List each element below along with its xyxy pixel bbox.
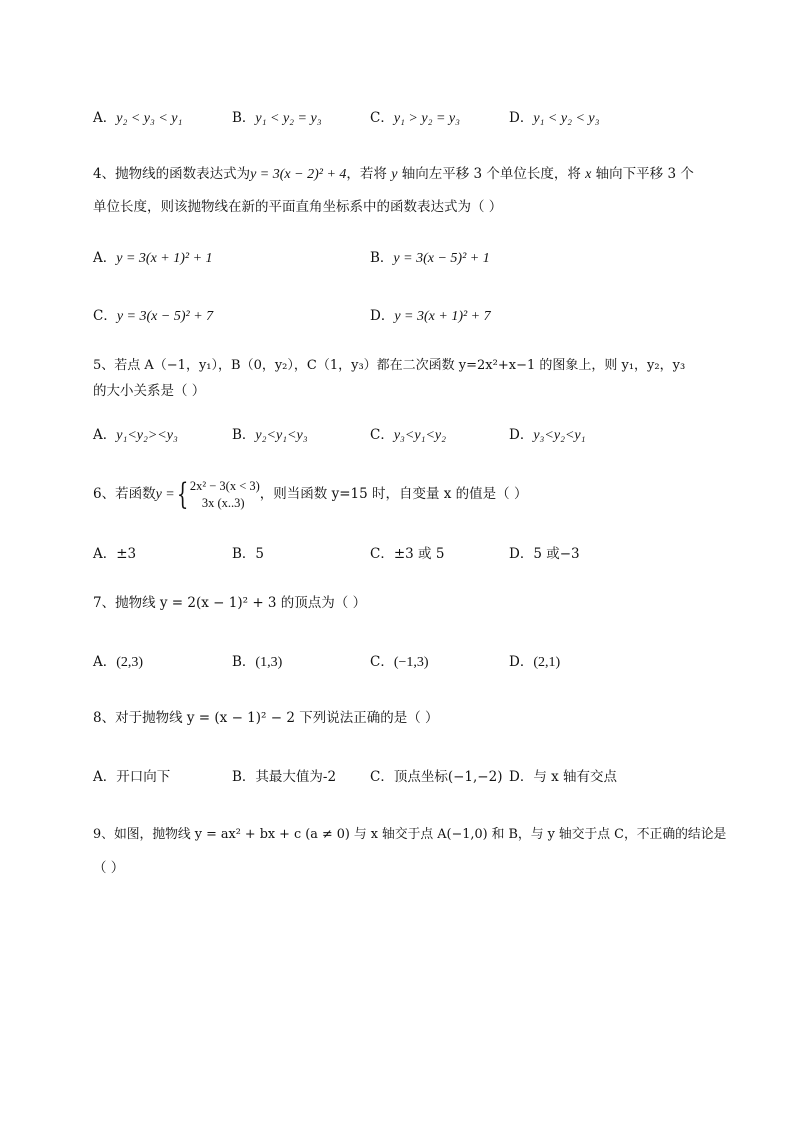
- q3-option-c: C．y₁ > y₂ = y₃: [370, 110, 460, 126]
- piecewise-case-1: 2x² − 3(x < 3): [189, 479, 260, 493]
- q6-question: 6、若函数y ={ 2x² − 3(x < 3) 3x (x..3) ，则当函数 y=15 时，自变量 x 的值是（ ）: [93, 474, 527, 515]
- q4-option-c: C．y = 3(x − 5)² + 7: [93, 308, 214, 324]
- q4-option-d: D．y = 3(x + 1)² + 7: [370, 308, 491, 324]
- q5-question-line2: 的大小关系是（ ）: [93, 383, 206, 399]
- q6-option-a: A．±3: [93, 546, 137, 562]
- q9-question-line2: （ ）: [93, 860, 125, 876]
- q8-option-b: B．其最大值为-2: [232, 769, 337, 785]
- q7-question: 7、抛物线 y = 2(x − 1)² + 3 的顶点为（ ）: [93, 595, 367, 611]
- q5-option-b: B．y₂<y₁<y₃: [232, 427, 308, 443]
- q5-option-d: D．y₃<y₂<y₁: [509, 427, 586, 443]
- q7-option-d: D．(2,1): [509, 654, 561, 670]
- q9-question-line1: 9、如图，抛物线 y = ax² + bx + c (a ≠ 0) 与 x 轴交于点 A(−1,0) 和 B，与 y 轴交于点 C，不正确的结论是: [93, 827, 727, 842]
- q4-option-a: A．y = 3(x + 1)² + 1: [93, 250, 213, 266]
- piecewise-function: { 2x² − 3(x < 3) 3x (x..3): [176, 477, 260, 512]
- q3-option-a: A．y₂ < y₃ < y₁: [93, 110, 183, 126]
- q4-question-line2: 单位长度，则该抛物线在新的平面直角坐标系中的函数表达式为（ ）: [93, 199, 503, 215]
- q3-option-b: B．y₁ < y₂ = y₃: [232, 110, 322, 126]
- q7-option-b: B．(1,3): [232, 654, 283, 670]
- q7-option-c: C．(−1,3): [370, 654, 429, 670]
- q5-option-a: A．y₁<y₂><y₃: [93, 427, 178, 443]
- q6-option-c: C．±3 或 5: [370, 546, 445, 562]
- q7-option-a: A．(2,3): [93, 654, 144, 670]
- q4-question-line1: 4、抛物线的函数表达式为y = 3(x − 2)² + 4，若将 y 轴向左平移 3 个单位长度，将 x 轴向下平移 3 个: [93, 166, 694, 182]
- q6-option-d: D．5 或−3: [509, 546, 580, 562]
- q8-option-d: D．与 x 轴有交点: [509, 769, 618, 785]
- q5-option-c: C．y₃<y₁<y₂: [370, 427, 446, 443]
- q8-question: 8、对于抛物线 y = (x − 1)² − 2 下列说法正确的是（ ）: [93, 710, 439, 726]
- q5-question-line1: 5、若点 A（−1，y₁），B（0，y₂），C（1，y₃）都在二次函数 y=2x²+x−1 的图象上，则 y₁，y₂，y₃: [93, 358, 686, 373]
- q6-option-b: B．5: [232, 546, 265, 562]
- piecewise-case-2: 3x (x..3): [201, 496, 245, 510]
- q4-option-b: B．y = 3(x − 5)² + 1: [370, 250, 490, 266]
- q3-option-d: D．y₁ < y₂ < y₃: [509, 110, 600, 126]
- q8-option-a: A．开口向下: [93, 769, 171, 785]
- q8-option-c: C．顶点坐标(−1,−2): [370, 769, 503, 785]
